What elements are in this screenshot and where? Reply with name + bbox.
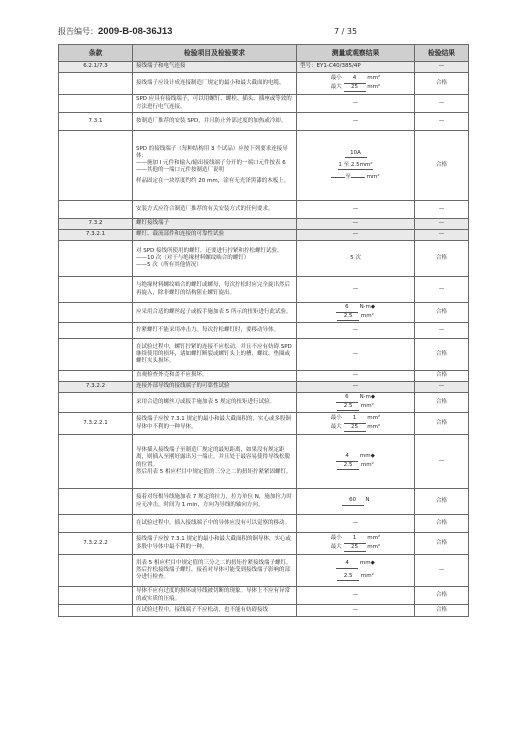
clause-cell: 7.3.2.2 (59, 382, 133, 393)
requirement-cell: 应采用合适的螺丝起子或扳手施加表 5 所示的扭矩进行此试验。 (133, 303, 297, 323)
clause-cell (59, 371, 133, 382)
table-row (59, 303, 469, 323)
result-cell: 合格 (415, 605, 469, 617)
clause-cell (59, 277, 133, 303)
result-cell: — (415, 230, 469, 241)
requirement-cell: 螺钉、载流部件和连接的可靠性试验 (133, 230, 297, 241)
clause-cell: 7.3.2.1 (59, 230, 133, 241)
requirement-cell: 用表 5 相应栏目中规定值的三分之二的扭矩拧紧接线端子螺钉，然后拧松接线端子螺钉，接着对导体可能受到接线端子影响的部分进行检查。 (133, 555, 297, 587)
clause-cell (59, 201, 133, 219)
clause-cell (59, 303, 133, 323)
page-number: 7 / 35 (334, 27, 358, 36)
result-cell: 合格 (415, 489, 469, 515)
clause-cell (59, 435, 133, 489)
result-cell: 合格 (415, 339, 469, 371)
result-cell: 合格 (415, 515, 469, 533)
result-cell: — (415, 323, 469, 339)
table-row (59, 230, 469, 241)
measurement-cell: — (297, 339, 415, 371)
col-result: 检验结果 (415, 45, 469, 62)
report-number: 报告编号：2009-B-08-36J13 (58, 26, 173, 37)
page-header (58, 26, 468, 40)
measurement-cell: 10A 1 至 2.5mm² 至 mm² (297, 131, 415, 201)
table-row (59, 95, 469, 113)
measurement-cell: — (297, 587, 415, 605)
table-row (59, 533, 469, 555)
table-row (59, 371, 469, 382)
measurement-cell: — (297, 515, 415, 533)
result-cell: 合格 (415, 393, 469, 413)
measurement-cell: 4 mm◆ 2.5 mm² (297, 435, 415, 489)
measurement-cell: 4 mm◆ 2.5 mm² (297, 555, 415, 587)
result-cell: 合格 (415, 533, 469, 555)
result-cell: — (415, 62, 469, 73)
table-row (59, 555, 469, 587)
result-cell: 合格 (415, 131, 469, 201)
requirement-cell: 在试验过程中，插入接线端子中的导体应没有可以觉察的移动。 (133, 515, 297, 533)
table-row (59, 277, 469, 303)
measurement-cell: — (297, 323, 415, 339)
clause-cell (59, 131, 133, 201)
result-cell: 合格 (415, 587, 469, 605)
result-cell: 合格 (415, 413, 469, 435)
requirement-cell: 在试验过程中，螺钉拧紧的连接不应松动，并且不应有妨碍 SPD 继续使用的损坏，诸如螺钉断裂或螺钉头上的槽、螺纹、垫圈或螺钉夹头损坏。 (133, 339, 297, 371)
clause-cell: 7.3.2.2.1 (59, 413, 133, 435)
requirement-cell: 采用合适的螺丝刀或扳手施加表 5 规定的扭矩进行试验。 (133, 393, 297, 413)
table-row (59, 323, 469, 339)
clause-cell (59, 241, 133, 277)
requirement-cell: 接着对每根导线施加表 7 规定的拉力，拉力单位 N，施加拉力时应无冲击，时间为 1 min，方向为导线的轴向方向。 (133, 489, 297, 515)
table-row (59, 382, 469, 393)
measurement-cell: — (297, 277, 415, 303)
col-measurement: 测量或观察结果 (297, 45, 415, 62)
measurement-cell: — (297, 95, 415, 113)
table-row (59, 201, 469, 219)
result-cell: 合格 (415, 241, 469, 277)
requirement-cell: 接线端子和电气连接 (133, 62, 297, 73)
clause-cell (59, 73, 133, 95)
result-cell: — (415, 277, 469, 303)
requirement-cell: 接线端子应按 7.3.1 规定的最小和最大截面积的，实心或多股铜导体中不利的一种导体。 (133, 413, 297, 435)
requirement-cell: 安装方式应符合制造厂推荐的有关安装方式的任何要求。 (133, 201, 297, 219)
clause-cell: 6.2.1/7.3 (59, 62, 133, 73)
measurement-cell: — (297, 382, 415, 393)
requirement-cell: 导体不应有过度的损坏或导线被切断的现象。导体上不应有异常的或实质的压痕。 (133, 587, 297, 605)
measurement-cell: 最小 1 mm² 最大 25 mm² (297, 413, 415, 435)
result-cell: — (415, 435, 469, 489)
measurement-cell: 5 次 (297, 241, 415, 277)
table-header-row (59, 45, 469, 62)
requirement-cell: 导体插入接线端子至制造厂规定的最短距离，如果没有规定距离，则插入至刚好露出另一端止，并且处于最容易使得导线松脱的位置。 然后用表 5 相应栏目中规定值的三分之二的扭矩拧紧紧固螺钉。 (133, 435, 297, 489)
requirement-cell: 按制造厂推荐的安装 SPD，并且防止外部过度的加热或冷却。 (133, 113, 297, 131)
measurement-cell: — (297, 113, 415, 131)
table-row (59, 393, 469, 413)
result-cell: — (415, 382, 469, 393)
clause-cell (59, 95, 133, 113)
measurement-cell: — (297, 219, 415, 230)
result-cell: 合格 (415, 303, 469, 323)
result-cell: — (415, 201, 469, 219)
result-cell: — (415, 95, 469, 113)
table-row (59, 515, 469, 533)
measurement-cell: 型号：EY1-C40/385/4P (297, 62, 415, 73)
table-row (59, 605, 469, 617)
requirement-cell: 连接外部导线的接线端子的可靠性试验 (133, 382, 297, 393)
requirement-cell: 在试验过程中，接线端子不应松动，也不能有妨碍接线 (133, 605, 297, 617)
clause-cell: 7.3.2 (59, 219, 133, 230)
table-row (59, 131, 469, 201)
measurement-cell: 最小 4 mm² 最大 25 mm² (297, 73, 415, 95)
requirement-cell: 与绝缘材料螺纹啮合的螺钉或螺母，每次拧松时应完全旋出然后再旋入，除非螺钉的结构阻止螺钉旋出。 (133, 277, 297, 303)
measurement-cell: — (297, 230, 415, 241)
requirement-cell: 直观检查外壳和盖不应损坏。 (133, 371, 297, 382)
result-cell: — (415, 219, 469, 230)
result-cell: — (415, 555, 469, 587)
requirement-cell: 拧紧螺钉不能采用冲击力。每次拧松螺钉时，要移动导体。 (133, 323, 297, 339)
clause-cell (59, 393, 133, 413)
requirement-cell: 接线端子应按 7.3.1 规定的最小和最大截面积的铜导体，实心或多股中导体中最不利的一种。 (133, 533, 297, 555)
requirement-cell: SPD 的接线端子（每种结构用 3 个试品）应按下列要求连接导体： ——施加 I 元件和输入/输出接线端子分开的一端口元件按表 6 ——其他的一端口元件按制造厂说明 样品固定在一块厚度约约 20 mm，涂有无光泽黑漆的木板上。 (133, 131, 297, 201)
measurement-cell: — (297, 605, 415, 617)
table-row (59, 241, 469, 277)
clause-cell (59, 555, 133, 587)
requirement-cell: 对 SPD 接线所使用的螺钉，还要进行拧紧和拧松螺钉试验。 ——10 次（对于与绝缘材料螺纹啮合的螺钉） ——5 次（所有其他情况） (133, 241, 297, 277)
requirement-cell: 接线端子应设计成连接制造厂规定的最小和最大截面的电缆。 (133, 73, 297, 95)
table-row (59, 587, 469, 605)
measurement-cell: — (297, 201, 415, 219)
clause-cell (59, 489, 133, 515)
table-row (59, 113, 469, 131)
clause-cell (59, 515, 133, 533)
result-cell: 合格 (415, 73, 469, 95)
col-requirement: 检验项目及检验要求 (133, 45, 297, 62)
requirement-cell: 螺钉接线端子 (133, 219, 297, 230)
table-row (59, 339, 469, 371)
table-row (59, 489, 469, 515)
inspection-table (58, 44, 469, 617)
requirement-cell: SPD 应具有接线端子，可以用螺钉、螺栓、插头、插座或等效的方法进行电气连接。 (133, 95, 297, 113)
measurement-cell: 6 N·m◆ 2.5 mm² (297, 303, 415, 323)
table-row (59, 435, 469, 489)
clause-cell (59, 587, 133, 605)
measurement-cell: 最小 1 mm² 最大 25 mm² (297, 533, 415, 555)
clause-cell (59, 605, 133, 617)
clause-cell: 7.3.1 (59, 113, 133, 131)
clause-cell (59, 323, 133, 339)
measurement-cell: 6 N·m◆ 2.5 mm² (297, 393, 415, 413)
col-clause: 条款 (59, 45, 133, 62)
result-cell: 合格 (415, 371, 469, 382)
result-cell: — (415, 113, 469, 131)
measurement-cell: 60 N (297, 489, 415, 515)
clause-cell: 7.3.2.2.2 (59, 533, 133, 555)
measurement-cell: — (297, 371, 415, 382)
table-row (59, 413, 469, 435)
table-row (59, 62, 469, 73)
table-row (59, 73, 469, 95)
table-row (59, 219, 469, 230)
clause-cell (59, 339, 133, 371)
